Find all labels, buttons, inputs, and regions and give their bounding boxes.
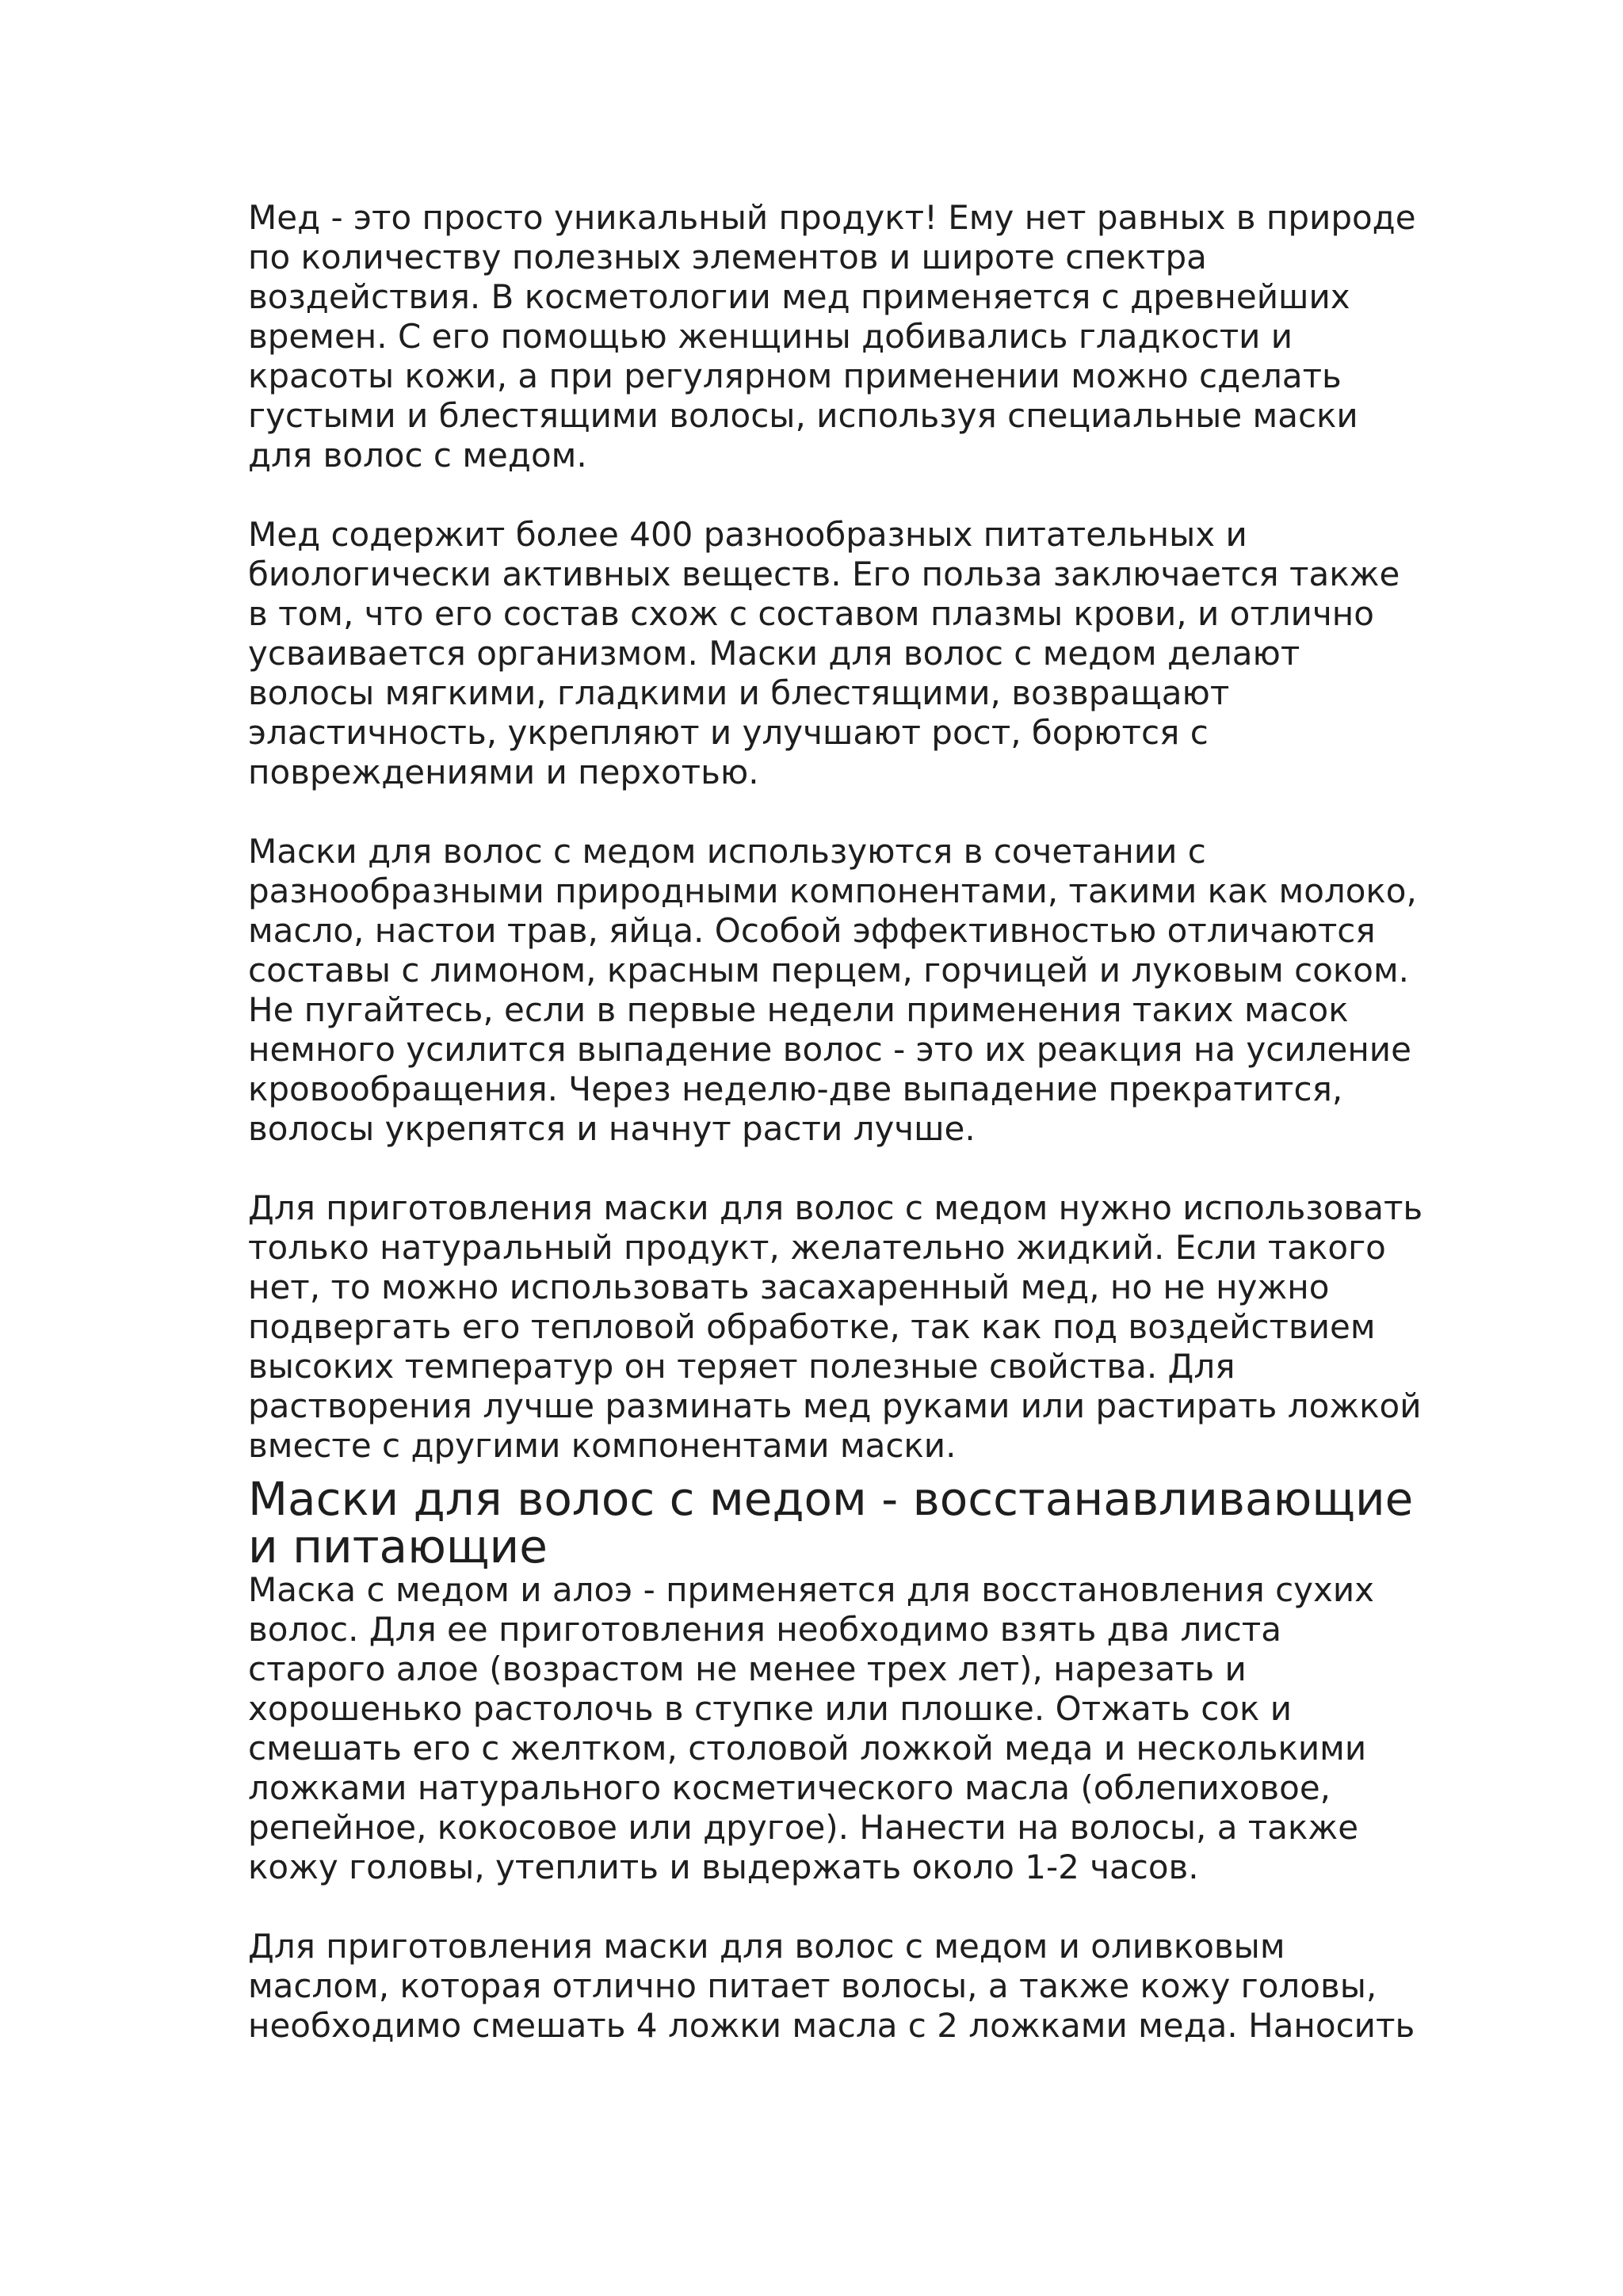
text-line: Маски для волос с медом используются в сочетании с xyxy=(248,832,1206,871)
text-line: повреждениями и перхотью. xyxy=(248,753,759,791)
text-line: высоких температур он теряет полезные свойства. Для xyxy=(248,1347,1235,1386)
text-line: Не пугайтесь, если в первые недели применения таких масок xyxy=(248,990,1349,1029)
text-line: волос. Для ее приготовления необходимо взять два листа xyxy=(248,1610,1281,1649)
text-line: кожу головы, утеплить и выдержать около 1-2 часов. xyxy=(248,1848,1199,1886)
text-line: необходимо смешать 4 ложки масла с 2 ложками меда. Наносить xyxy=(248,2006,1415,2045)
text-line: биологически активных веществ. Его польза заключается также xyxy=(248,555,1400,593)
paragraph-gap xyxy=(248,1887,1413,1927)
text-line: волосы укрепятся и начнут расти лучше. xyxy=(248,1109,976,1148)
section-heading xyxy=(248,1472,1414,1573)
heading-line: и питающие xyxy=(248,1520,548,1573)
text-line: маслом, которая отлично питает волосы, а также кожу головы, xyxy=(248,1966,1377,2005)
text-line: усваивается организмом. Маски для волос с медом делают xyxy=(248,634,1300,673)
text-line: густыми и блестящими волосы, используя специальные маски xyxy=(248,396,1358,435)
text-line: только натуральный продукт, желательно жидкий. Если такого xyxy=(248,1228,1386,1267)
text-line: для волос с медом. xyxy=(248,436,587,475)
paragraph-intro-4 xyxy=(248,1188,1423,1466)
text-line: Мед содержит более 400 разнообразных питательных и xyxy=(248,515,1247,554)
text-line: Для приготовления маски для волос с медом и оливковым xyxy=(248,1927,1285,1966)
text-line: Мед - это просто уникальный продукт! Ему нет равных в природе xyxy=(248,198,1416,237)
text-line: хорошенько растолочь в ступке или плошке. Отжать сок и xyxy=(248,1689,1293,1728)
text-line: репейное, кокосовое или другое). Нанести на волосы, а также xyxy=(248,1808,1359,1847)
text-line: воздействия. В косметологии мед применяется с древнейших xyxy=(248,277,1350,316)
heading-line: Маски для волос с медом - восстанавливающие xyxy=(248,1472,1414,1526)
text-line: растворения лучше разминать мед руками или растирать ложкой xyxy=(248,1386,1422,1425)
text-line: вместе с другими компонентами маски. xyxy=(248,1426,957,1465)
text-line: времен. С его помощью женщины добивались гладкости и xyxy=(248,317,1293,356)
text-line: смешать его с желтком, столовой ложкой меда и несколькими xyxy=(248,1729,1367,1768)
text-line: ложками натурального косметического масла (облепиховое, xyxy=(248,1768,1331,1807)
text-line: волосы мягкими, гладкими и блестящими, возвращают xyxy=(248,673,1230,712)
text-line: старого алое (возрастом не менее трех лет), нарезать и xyxy=(248,1650,1247,1688)
text-line: немного усилится выпадение волос - это их реакция на усиление xyxy=(248,1030,1411,1069)
text-line: по количеству полезных элементов и широте спектра xyxy=(248,238,1207,277)
text-line: эластичность, укрепляют и улучшают рост, борются с xyxy=(248,713,1209,752)
paragraph-gap xyxy=(248,1149,1413,1188)
text-line: Для приготовления маски для волос с медом нужно использовать xyxy=(248,1188,1423,1227)
paragraph-intro-1 xyxy=(248,198,1416,475)
document-content xyxy=(248,198,1423,2046)
text-line: красоты кожи, а при регулярном применении можно сделать xyxy=(248,357,1342,395)
text-line: составы с лимоном, красным перцем, горчицей и луковым соком. xyxy=(248,951,1409,990)
paragraph-aloe-mask xyxy=(248,1570,1413,1887)
text-line: масло, настои трав, яйца. Особой эффективностью отличаются xyxy=(248,911,1376,950)
text-line: кровообращения. Через неделю-две выпадение прекратится, xyxy=(248,1070,1343,1108)
text-line: подвергать его тепловой обработке, так как под воздействием xyxy=(248,1307,1376,1346)
paragraph-gap xyxy=(248,475,1413,515)
text-line: разнообразными природными компонентами, такими как молоко, xyxy=(248,871,1417,910)
paragraph-intro-2 xyxy=(248,515,1413,792)
paragraph-olive-oil-mask xyxy=(248,1927,1413,2046)
text-line: Маска с медом и алоэ - применяется для восстановления сухих xyxy=(248,1570,1375,1609)
paragraph-gap xyxy=(248,792,1413,832)
paragraph-intro-3 xyxy=(248,832,1417,1149)
text-line: в том, что его состав схож с составом плазмы крови, и отлично xyxy=(248,594,1374,633)
text-line: нет, то можно использовать засахаренный мед, но не нужно xyxy=(248,1268,1330,1306)
